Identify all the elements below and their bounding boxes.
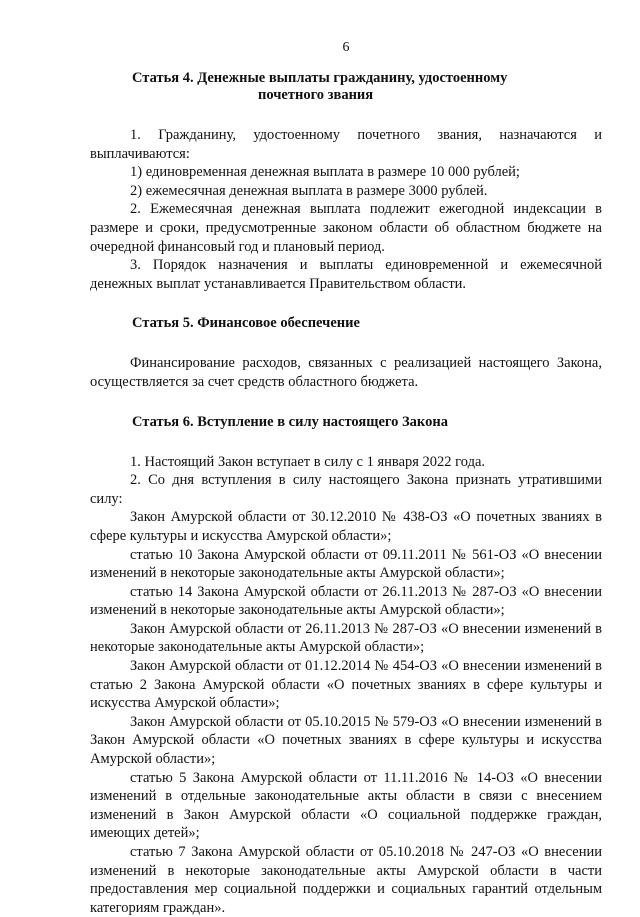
article6-title: Статья 6. Вступление в силу настоящего Закона (132, 413, 448, 430)
article6-paragraph: статью 5 Закона Амурской области от 11.11.2016 № 14-ОЗ «О внесении изменений в отдельные законодательные акты области в связи с внесением изменений в Закон Амурской области «О социальной поддержке граждан, имеющих детей»; (90, 769, 602, 842)
article6-paragraph: 1. Настоящий Закон вступает в силу с 1 января 2022 года. (130, 453, 486, 470)
article4-heading (132, 70, 602, 104)
article4-paragraph: 1. Гражданину, удостоенному почетного звания, назначаются и выплачиваются: (90, 127, 602, 162)
article6-paragraph: статью 10 Закона Амурской области от 09.11.2011 № 561-ОЗ «О внесении изменений в некоторые законодательные акты Амурской области»; (90, 546, 602, 582)
article4-paragraph: 3. Порядок назначения и выплаты единовременной и ежемесячной денежных выплат устанавливается Правительством области. (90, 257, 602, 292)
article6-paragraph: Закон Амурской области от 01.12.2014 № 454-ОЗ «О внесении изменений в статью 2 Закона Амурской области «О почетных званиях в сфере культуры и искусства Амурской области»; (90, 658, 602, 712)
article4-title-line2: почетного звания (258, 87, 374, 103)
article6-paragraph: 2. Со дня вступления в силу настоящего Закона признать утратившими силу: (90, 472, 602, 507)
article6-paragraph: Закон Амурской области от 26.11.2013 № 287-ОЗ «О внесении изменений в некоторые законодательные акты Амурской области»; (90, 620, 602, 656)
article4-paragraph: 2. Ежемесячная денежная выплата подлежит ежегодной индексации в размере и сроки, предусмотренные законом области об областном бюджете на очередной финансовый год и плановый период. (90, 201, 602, 255)
article4-paragraph: 2) ежемесячная денежная выплата в размере 3000 рублей. (130, 182, 488, 199)
article5-paragraph: Финансирование расходов, связанных с реализацией настоящего Закона, осуществляется за счет средств областного бюджета. (90, 355, 602, 390)
article6-paragraph: Закон Амурской области от 05.10.2015 № 579-ОЗ «О внесении изменений в Закон Амурской области «О почетных званиях в сфере культуры и искусства Амурской области»; (90, 713, 602, 768)
article4-title-line1: Статья 4. Денежные выплаты гражданину, удостоенному (132, 70, 508, 86)
article6-paragraph: Закон Амурской области от 30.12.2010 № 438-ОЗ «О почетных званиях в сфере культуры и искусства Амурской области»; (90, 509, 602, 544)
article5-title: Статья 5. Финансовое обеспечение (132, 315, 360, 332)
article6-paragraph: статью 14 Закона Амурской области от 26.11.2013 № 287-ОЗ «О внесении изменений в некоторые законодательные акты Амурской области»; (90, 583, 602, 619)
article6-paragraph: статью 7 Закона Амурской области от 05.10.2018 № 247-ОЗ «О внесении изменений в некоторые законодательные акты Амурской области в части предоставления мер социальной поддержки и социальных гарантий отдельным категориям граждан». (90, 844, 602, 916)
document-page (90, 40, 602, 917)
article4-paragraph: 1) единовременная денежная выплата в размере 10 000 рублей; (130, 164, 520, 181)
page-number: 6 (342, 40, 350, 55)
